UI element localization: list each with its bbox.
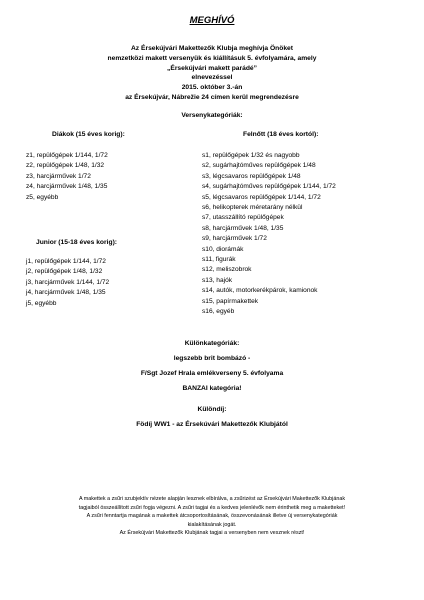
list-item: z4, harcjárművek 1/48, 1/35 <box>26 183 108 191</box>
felnott-heading: Felnőtt (18 éves kortól): <box>243 131 319 138</box>
list-item: z2, repülőgépek 1/48, 1/32 <box>26 162 105 170</box>
special-category-line: F/Sgt Jozef Hrala emlékverseny 5. évfolyama <box>140 370 284 377</box>
special-category-line: legszebb brit bombázó - <box>173 355 251 362</box>
list-item: s1, repülőgépek 1/32 és nagyobb <box>202 152 300 159</box>
list-item: j3, harcjárművek 1/144, 1/72 <box>26 278 110 286</box>
diakok-list <box>26 151 108 203</box>
footer-line: kialakításának jogát. <box>187 521 237 528</box>
special-categories-heading: Különkategóriák: <box>184 340 240 347</box>
list-item: s15, papírmakettek <box>202 297 259 305</box>
special-prize: Födíj WW1 - az Érsekúvári Makettezők Klubjától <box>136 421 288 428</box>
list-item: s2, sugárhajtóműves repülőgépek 1/48 <box>202 162 316 170</box>
list-item: s13, hajók <box>202 276 233 284</box>
list-item: z1, repülőgépek 1/144, 1/72 <box>26 152 108 159</box>
list-item: s6, helikopterek méretarány nélkül <box>202 204 303 212</box>
invitation-intro <box>0 44 424 103</box>
intro-line: 2015. október 3.-án <box>181 84 243 92</box>
diakok-heading: Diákok (15 éves korig): <box>52 131 125 138</box>
junior-heading: Junior (15-18 éves korig): <box>36 239 118 246</box>
list-item: s5, légcsavaros repülőgépek 1/144, 1/72 <box>202 193 321 201</box>
special-category-line: BANZAI kategória! <box>182 385 242 392</box>
footer-notes <box>20 495 404 538</box>
felnott-list <box>202 151 336 318</box>
list-item: s11, figurák <box>202 256 236 264</box>
categories-heading: Versenykategóriák: <box>181 112 243 119</box>
special-prize-heading: Különdíj: <box>197 406 227 413</box>
intro-line: Az Érsekújvári Makettezők Klubja meghívja Önöket <box>130 45 294 52</box>
footer-line: tagjaiból összeállított zsűri fogja végezni. A zsűri tagjai és a kedves jelenlévők nem érinthetik meg a maketteket! <box>78 504 346 511</box>
list-item: s4, sugárhajtóműves repülőgépek 1/144, 1/72 <box>202 183 336 191</box>
list-item: j1, repülőgépek 1/144, 1/72 <box>26 258 106 265</box>
list-item: s3, légcsavaros repülőgépek 1/48 <box>202 172 301 180</box>
intro-line: nemzetközi makett versenyük és kiállításuk 5. évfolyamára, amely <box>107 54 317 62</box>
list-item: s12, meliszobrok <box>202 266 252 274</box>
list-item: z3, harcjárművek 1/72 <box>26 172 91 180</box>
intro-line: elnevezéssel <box>191 74 233 82</box>
intro-line: „Érsekújvári makett parádé” <box>167 64 257 72</box>
list-item: s9, harcjárművek 1/72 <box>202 235 267 243</box>
list-item: j2, repülőgépek 1/48, 1/32 <box>26 268 103 276</box>
junior-list <box>26 257 109 309</box>
list-item: z5, egyébb <box>26 193 59 201</box>
footer-line: A makettek a zsűri szubjektív nézete alapján lesznek elbírálva, a zsűrizést az Érsekújvári Makettezők Klubjának <box>78 496 346 502</box>
list-item: s14, autók, motorkerékpárok, kamionok <box>202 287 318 295</box>
list-item: j4, harcjárművek 1/48, 1/35 <box>26 289 106 297</box>
list-item: s16, egyéb <box>202 308 235 316</box>
list-item: s8, harcjárművek 1/48, 1/35 <box>202 224 284 232</box>
footer-line: A zsűri fenntartja magának a makettek átcsoportosításának, összevonásának illetve új versenykategóriák <box>86 513 338 519</box>
list-item: j5, egyébb <box>26 299 57 307</box>
list-item: s7, utasszállító repülőgépek <box>202 214 284 222</box>
document-title: MEGHÍVÓ <box>189 15 235 26</box>
intro-line: az Érsekújvár, Nábrežie 24 címen kerül megrendezésre <box>125 93 299 101</box>
list-item: s10, diorámák <box>202 245 244 253</box>
footer-line: Az Érsekújvári Makettezők Klubjának tagjai a versenyben nem vesznek részt! <box>119 530 305 536</box>
